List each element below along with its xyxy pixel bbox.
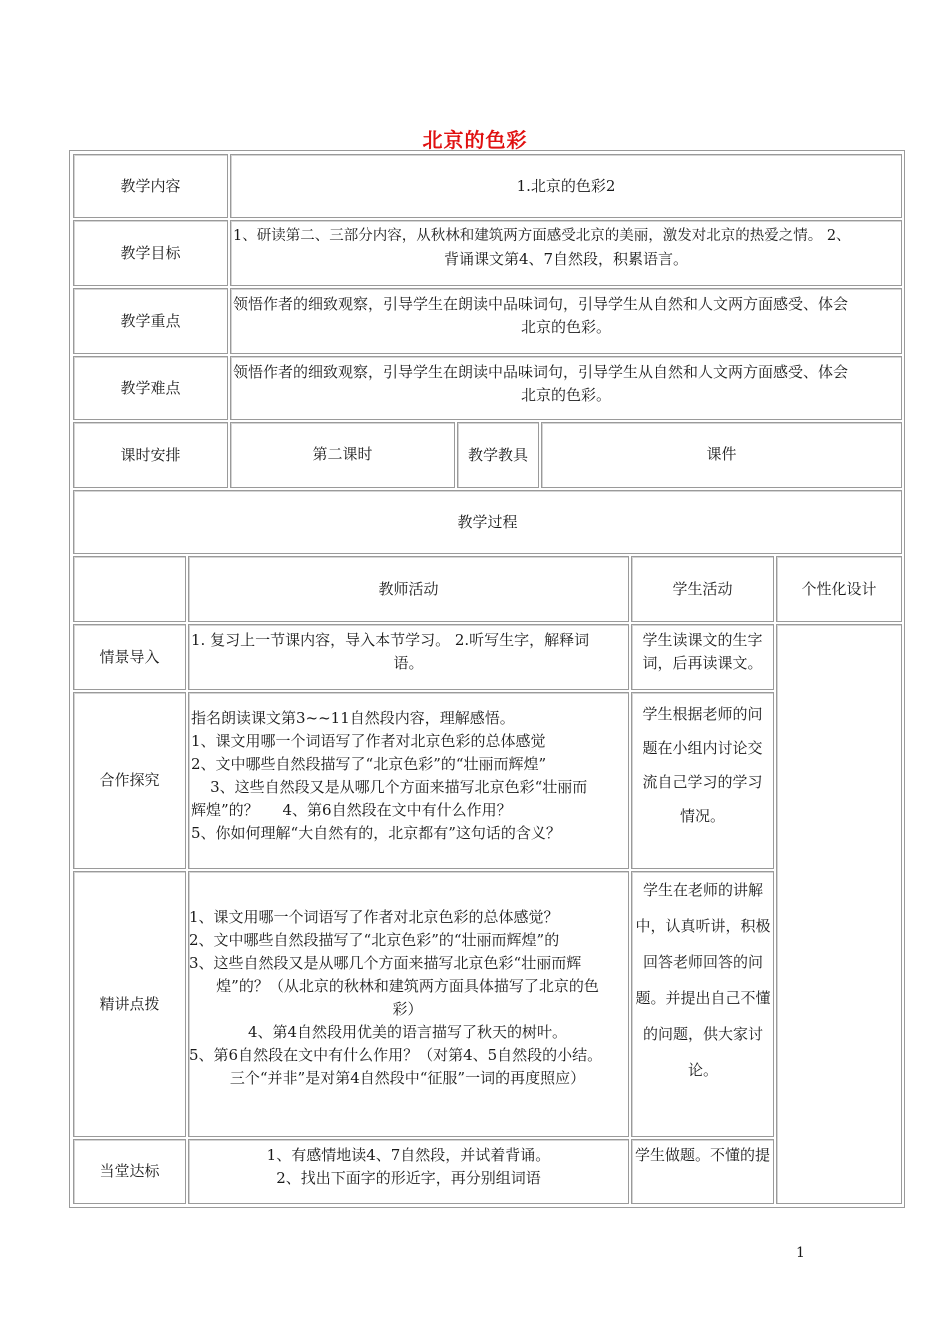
- process-header-blank: [73, 556, 186, 622]
- teacher-line: 三个“并非”是对第4自然段中“征服”一词的再度照应）: [229, 1069, 586, 1087]
- student-line: 学生根据老师的问: [642, 705, 763, 723]
- difficulty-line: 北京的色彩。: [520, 386, 611, 404]
- goal-line: 1、研读第二、三部分内容，从秋林和建筑两方面感受北京的美丽，激发对北京的热爱之情。 2、: [233, 228, 851, 244]
- teacher-line: 2、文中哪些自然段描写了“北京色彩”的“壮丽而辉煌”的: [189, 931, 560, 949]
- page-number: 1: [796, 1245, 805, 1261]
- stage-name: 情景导入: [73, 624, 186, 690]
- teacher-line: 1、课文用哪一个词语写了作者对北京色彩的总体感觉？: [189, 908, 559, 926]
- teacher-line: 2、文中哪些自然段描写了“北京色彩”的“壮丽而辉煌”: [191, 755, 547, 773]
- header-custom: 个性化设计: [776, 556, 902, 622]
- value-difficulty: [230, 356, 902, 420]
- focus-line: 北京的色彩。: [520, 318, 611, 336]
- value-schedule: 第二课时: [230, 422, 455, 488]
- teacher-line: 5、第6自然段在文中有什么作用？（对第4、5自然段的小结。: [189, 1046, 603, 1064]
- teacher-line: 3、这些自然段又是从哪几个方面来描写北京色彩“壮丽而辉: [189, 954, 582, 972]
- label-content: 教学内容: [73, 154, 228, 218]
- label-focus: 教学重点: [73, 288, 228, 354]
- label-difficulty: 教学难点: [73, 356, 228, 420]
- stage-teacher: [188, 692, 629, 869]
- student-line: 学生在老师的讲解: [642, 881, 763, 899]
- student-line: 情况。: [679, 807, 725, 825]
- teacher-line: 彩）: [392, 1000, 423, 1018]
- value-content: 1.北京的色彩2: [230, 154, 902, 218]
- student-line: 的问题，供大家讨: [642, 1025, 763, 1043]
- value-goal: [230, 220, 902, 286]
- stage-student: [631, 871, 774, 1137]
- stage-teacher: [188, 624, 629, 690]
- header-teacher: 教师活动: [188, 556, 629, 622]
- teacher-line: 指名朗读课文第3~~11自然段内容，理解感悟。: [191, 709, 515, 727]
- focus-line: 领悟作者的细致观察，引导学生在朗读中品味词句，引导学生从自然和人文两方面感受、体会: [233, 295, 849, 313]
- process-title: 教学过程: [73, 490, 902, 554]
- custom-design-column: [776, 624, 902, 1204]
- page-title: 北京的色彩: [422, 128, 528, 152]
- stage-student: [631, 1139, 774, 1204]
- stage-teacher: [188, 1139, 629, 1204]
- stage-student: [631, 624, 774, 690]
- goal-line: 背诵课文第4、7自然段，积累语言。: [443, 250, 689, 268]
- value-tools: 课件: [541, 422, 902, 488]
- header-student: 学生活动: [631, 556, 774, 622]
- stage-name: 当堂达标: [73, 1139, 186, 1204]
- student-line: 学生做题。不懂的提: [634, 1146, 770, 1164]
- teacher-line: 1. 复习上一节课内容，导入本节学习。 2.听写生字，解释词: [191, 631, 590, 649]
- teacher-line: 3、这些自然段又是从哪几个方面来描写北京色彩“壮丽而: [191, 778, 588, 796]
- label-tools: 教学教具: [457, 422, 539, 488]
- label-goal: 教学目标: [73, 220, 228, 286]
- student-line: 题。并提出自己不懂: [635, 989, 771, 1007]
- stage-name: 合作探究: [73, 692, 186, 869]
- stage-student: [631, 692, 774, 869]
- teacher-line: 4、第4自然段用优美的语言描写了秋天的树叶。: [247, 1023, 568, 1041]
- student-line: 学生读课文的生字: [642, 631, 763, 649]
- student-line: 论。: [687, 1061, 718, 1079]
- difficulty-line: 领悟作者的细致观察，引导学生在朗读中品味词句，引导学生从自然和人文两方面感受、体会: [233, 363, 849, 381]
- student-line: 回答老师回答的问: [642, 953, 763, 971]
- teacher-line: 辉煌”的？ 4、第6自然段在文中有什么作用？: [191, 801, 512, 819]
- teacher-line: 1、课文用哪一个词语写了作者对北京色彩的总体感觉: [191, 732, 546, 750]
- teacher-line: 语。: [393, 654, 424, 672]
- teacher-line: 2、找出下面字的形近字，再分别组词语: [276, 1169, 541, 1187]
- teacher-line: 1、有感情地读4、7自然段，并试着背诵。: [266, 1146, 551, 1164]
- teacher-line: 煌”的？（从北京的秋林和建筑两方面具体描写了北京的色: [216, 977, 599, 995]
- label-schedule: 课时安排: [73, 422, 228, 488]
- stage-name: 精讲点拨: [73, 871, 186, 1137]
- stage-teacher: [188, 871, 629, 1137]
- student-line: 中，认真听讲，积极: [635, 917, 771, 935]
- teacher-line: 5、你如何理解“大自然有的，北京都有”这句话的含义？: [191, 824, 561, 842]
- student-line: 流自己学习的学习: [642, 773, 763, 791]
- value-focus: [230, 288, 902, 354]
- student-line: 题在小组内讨论交: [642, 739, 763, 757]
- student-line: 词，后再读课文。: [642, 654, 763, 672]
